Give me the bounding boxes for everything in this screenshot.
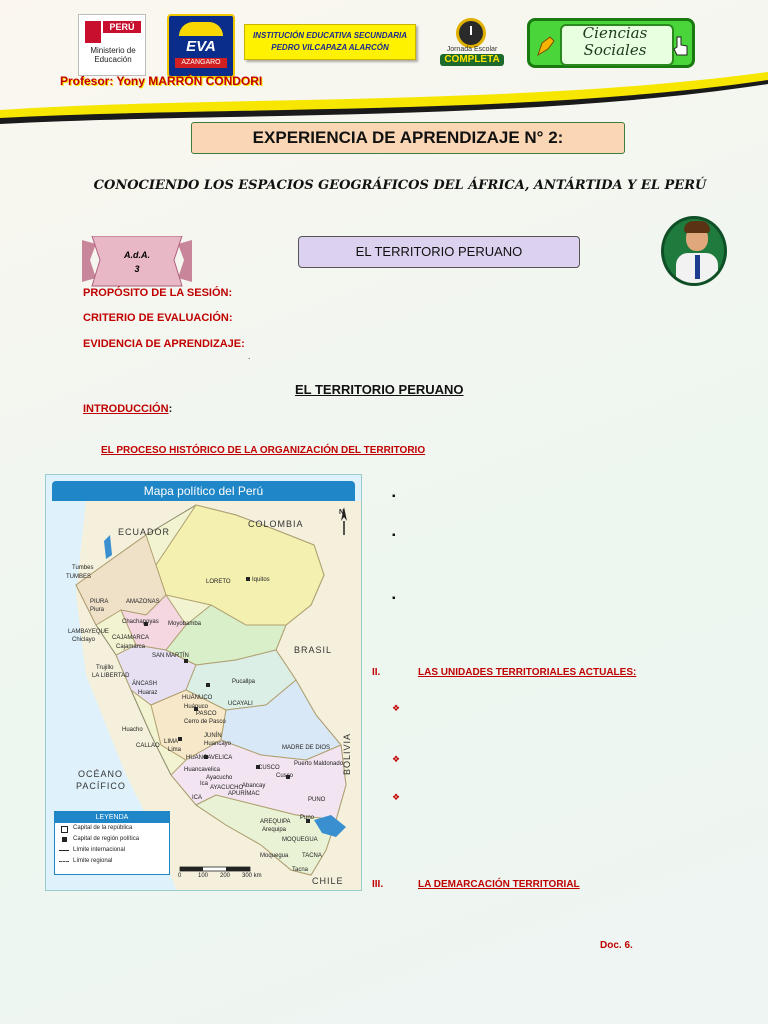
map-region: Trujillo (96, 665, 114, 671)
map-region: LAMBAYEQUE (68, 629, 109, 635)
peru-political-map (45, 474, 362, 891)
map-region: Chachapoyas (122, 619, 159, 625)
scale-200: 200 (220, 873, 231, 879)
scale-0: 0 (178, 873, 182, 879)
clock-icon (456, 18, 486, 48)
map-region: PUNO (308, 797, 326, 803)
school-logo: EVA AZANGARO (167, 14, 235, 78)
map-label-colombia: COLOMBIA (248, 519, 304, 529)
map-label-ocean-2: PACÍFICO (76, 781, 126, 791)
teacher-name: Profesor: Yony MARRÓN CONDORI (60, 74, 263, 88)
north-label: N (339, 509, 345, 516)
map-region: TACNA (302, 853, 322, 859)
map-region: Huaraz (138, 690, 158, 696)
teacher-avatar (661, 216, 727, 286)
map-region: ÁNCASH (132, 681, 158, 687)
map-region: Puerto Maldonado (294, 761, 344, 767)
diamond-bullet-1: ❖ (392, 703, 401, 713)
hand-pointer-icon (672, 35, 690, 57)
map-region: JUNÍN (204, 733, 222, 739)
map-region: Huacho (122, 727, 143, 733)
map-region: PIURA (90, 599, 109, 605)
section3-num: III. (372, 879, 384, 890)
map-region: MOQUEGUA (282, 837, 318, 843)
stray-dot: . (248, 352, 251, 361)
jec-logo: Jornada Escolar COMPLETA (436, 18, 508, 68)
map-region: PASCO (196, 711, 217, 717)
map-region: Tumbes (72, 565, 94, 571)
map-region: Ayacucho (206, 775, 233, 781)
pencil-icon (536, 35, 556, 57)
map-label-bolivia: BOLIVIA (342, 732, 352, 775)
map-region: HUANCAVELICA (186, 755, 233, 761)
map-region: Cusco (276, 773, 294, 779)
map-region: CAJAMARCA (112, 635, 150, 641)
section3-title: LA DEMARCACIÓN TERRITORIAL (418, 879, 580, 890)
map-region: MADRE DE DIOS (282, 745, 331, 751)
map-region: APURÍMAC (228, 791, 260, 797)
map-region: Piura (90, 607, 105, 613)
map-region: Lima (168, 747, 182, 753)
map-region: Ica (200, 781, 209, 787)
bullet-1: ▪ (392, 491, 396, 502)
doc-reference: Doc. 6. (600, 940, 633, 951)
map-label-chile: CHILE (312, 876, 344, 886)
scale-100: 100 (198, 873, 209, 879)
map-region: Iquitos (252, 577, 270, 583)
map-region: AMAZONAS (126, 599, 160, 605)
map-region: TUMBES (66, 574, 92, 580)
institution-name: INSTITUCIÓN EDUCATIVA SECUNDARIA PEDRO VILCAPAZA ALARCÓN (244, 24, 416, 60)
map-region: Abancay (242, 783, 266, 789)
map-region: Chiclayo (72, 637, 96, 643)
scale-300: 300 km (242, 873, 262, 879)
map-region: CUSCO (258, 765, 280, 771)
bullet-2: ▪ (392, 530, 396, 541)
map-region: Arequipa (262, 827, 287, 833)
bullet-3: ▪ (392, 593, 396, 604)
introduccion-heading: INTRODUCCIÓN: (83, 403, 173, 415)
map-region: Huánuco (184, 704, 209, 710)
map-region: Puno (300, 815, 315, 821)
label-proposito: PROPÓSITO DE LA SESIÓN: (83, 287, 233, 299)
map-region: Cerro de Pasco (184, 719, 226, 725)
map-region: Huancavelica (184, 767, 221, 773)
map-legend: LEYENDA Capital de la república Capital de región política Límite internacional Límite regional (54, 811, 170, 875)
section-title: EL TERRITORIO PERUANO (295, 382, 464, 397)
map-label-ecuador: ECUADOR (118, 527, 171, 537)
diamond-bullet-3: ❖ (392, 792, 401, 802)
ciencias-sociales-logo: Ciencias Sociales (527, 18, 695, 68)
topic-box: EL TERRITORIO PERUANO (298, 236, 580, 268)
map-title: Mapa político del Perú (52, 481, 355, 501)
map-region: AREQUIPA (260, 819, 291, 825)
map-region: Pucallpa (232, 679, 256, 685)
section2-num: II. (372, 667, 381, 678)
map-region: Moquegua (260, 853, 289, 859)
ada-label: A.d.A. 3 (124, 250, 150, 274)
map-region: LORETO (206, 579, 231, 585)
minedu-logo: PERÚ Ministerio de Educación (78, 14, 146, 76)
map-region: Cajamarca (116, 644, 146, 650)
map-region: Moyobamba (168, 621, 202, 627)
experience-title: EXPERIENCIA DE APRENDIZAJE N° 2: (191, 122, 625, 154)
map-label-ocean-1: OCÉANO (78, 769, 124, 779)
map-region: ICA (192, 795, 203, 801)
section2-title: LAS UNIDADES TERRITORIALES ACTUALES: (418, 667, 637, 678)
subtitle: CONOCIENDO LOS ESPACIOS GEOGRÁFICOS DEL ÁFRICA, ANTÁRTIDA Y EL PERÚ (93, 178, 707, 193)
map-region: LA LIBERTAD (92, 673, 130, 679)
map-region: LIMA (164, 739, 179, 745)
map-region: UCAYALI (228, 701, 253, 707)
map-region: Tacna (292, 867, 309, 873)
map-region: AYACUCHO (210, 785, 244, 791)
label-evidencia: EVIDENCIA DE APRENDIZAJE: (83, 338, 245, 350)
map-region: HUÁNUCO (182, 695, 213, 701)
map-region: CALLAO (136, 743, 160, 749)
map-region: SAN MARTÍN (152, 653, 189, 659)
label-criterio: CRITERIO DE EVALUACIÓN: (83, 312, 233, 324)
proceso-heading: EL PROCESO HISTÓRICO DE LA ORGANIZACIÓN DEL TERRITORIO (101, 445, 426, 456)
map-label-brasil: BRASIL (294, 645, 333, 655)
diamond-bullet-2: ❖ (392, 754, 401, 764)
map-region: Huancayo (204, 741, 232, 747)
